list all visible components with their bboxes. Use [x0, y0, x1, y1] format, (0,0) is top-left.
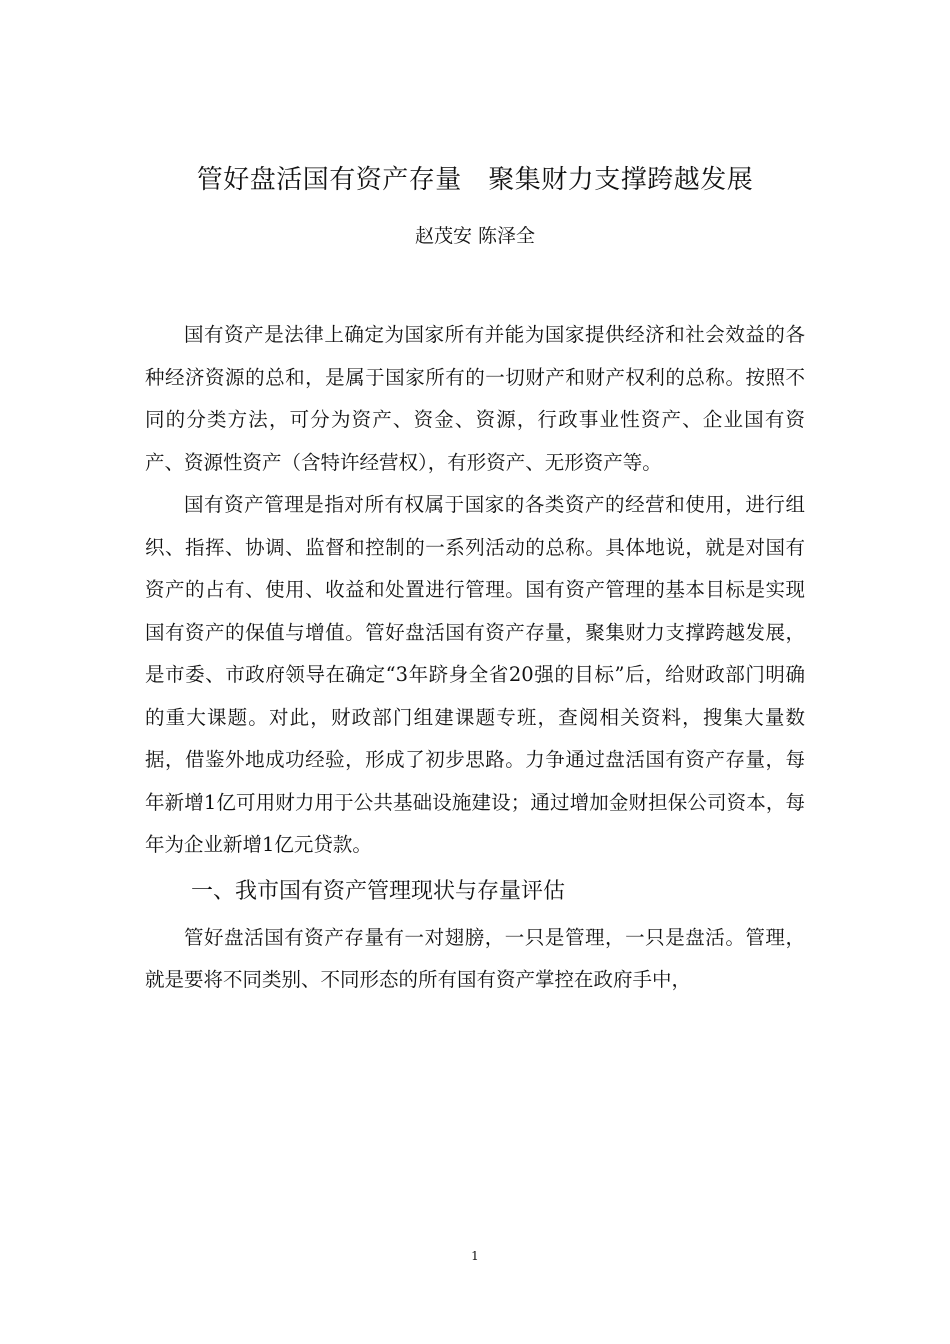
document-authors: 赵茂安 陈泽全: [414, 225, 536, 247]
document-title: 管好盘活国有资产存量 聚集财力支撑跨越发展: [196, 165, 754, 195]
body-paragraph: 管好盘活国有资产存量有一对翅膀，一只是管理，一只是盘活。管理，就是要将不同类别、不同形态的所有国有资产掌控在政府手中，: [145, 925, 805, 991]
body-paragraph: 国有资产管理是指对所有权属于国家的各类资产的经营和使用，进行组织、指挥、协调、监督和控制的一系列活动的总称。具体地说，就是对国有资产的占有、使用、收益和处置进行管理。国有资产管理的基本目标是实现国有资产的保值与增值。管好盘活国有资产存量，聚集财力支撑跨越发展，是市委、市政府领导在确定“3年跻身全省20强的目标”后，给财政部门明确的重大课题。对此，财政部门组建课题专班，查阅相关资料，搜集大量数据，借鉴外地成功经验，形成了初步思路。力争通过盘活国有资产存量，每年新增1亿可用财力用于公共基础设施建设；通过增加金财担保公司资本，每年为企业新增1亿元贷款。: [145, 493, 805, 856]
body-paragraph: 国有资产是法律上确定为国家所有并能为国家提供经济和社会效益的各种经济资源的总和，是属于国家所有的一切财产和财产权利的总称。按照不同的分类方法，可分为资产、资金、资源，行政事业性资产、企业国有资产、资源性资产（含特许经营权），有形资产、无形资产等。: [145, 323, 805, 474]
document-body: [145, 314, 805, 1002]
page-number: 1: [471, 1249, 479, 1263]
section-heading: 一、我市国有资产管理现状与存量评估: [191, 878, 566, 904]
